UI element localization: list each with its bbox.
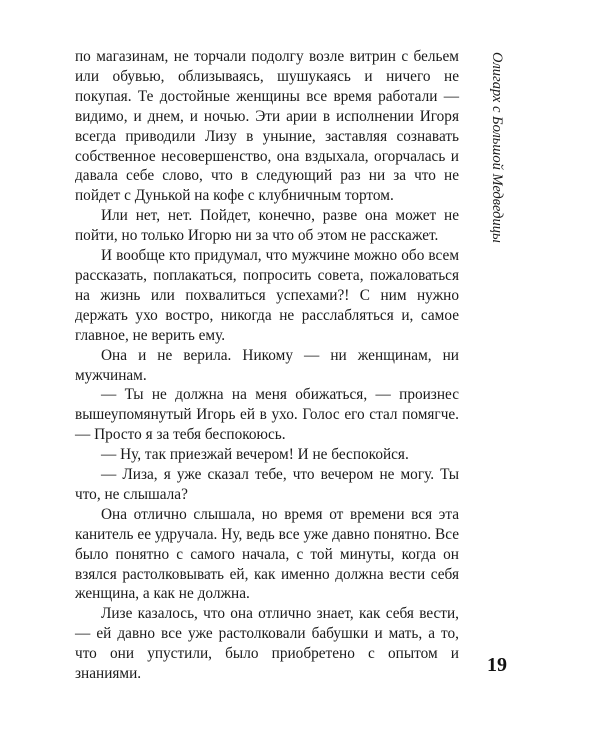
paragraph-9: Лизе казалось, что она отлично знает, как себя вести, — ей давно все уже растолковали бабушки и мать, а то, что они упустили, было приобретено с опытом и знаниями. — [75, 605, 459, 683]
body-text — [75, 47, 459, 684]
running-head: Олигарх с Большой Медведицы — [489, 52, 505, 243]
paragraph-5: — Ты не должна на меня обижаться, — произнес вышеупомянутый Игорь ей в ухо. Голос его стал помягче. — Просто я за тебя беспокоюсь. — [75, 386, 459, 444]
paragraph-7: — Лиза, я уже сказал тебе, что вечером не могу. Ты что, не слышала? — [75, 466, 459, 503]
paragraph-8: Она отлично слышала, но время от времени вся эта канитель ее удручала. Ну, ведь все уже давно понятно. Все было понятно с самого начала, с той минуты, когда он взялся растолковывать ей, как именно должна вести себя женщина, а как не должна. — [75, 505, 459, 603]
page-number: 19 — [487, 654, 507, 676]
paragraph-6: — Ну, так приезжай вечером! И не беспокойся. — [101, 446, 409, 464]
paragraph-2: Или нет, нет. Пойдет, конечно, разве она может не пойти, но только Игорю ни за что об этом не расскажет. — [75, 207, 459, 245]
paragraph-3: И вообще кто придумал, что мужчине можно обо всем рассказать, поплакаться, попросить совета, пожаловаться на жизнь или похвалиться успехами?! С ним нужно держать ухо востро, никогда не расслабляться и, самое главное, не верить ему. — [75, 247, 459, 344]
paragraph-4: Она и не верила. Никому — ни женщинам, ни мужчинам. — [75, 346, 459, 384]
paragraph-1: по магазинам, не торчали подолгу возле витрин с бельем или обувью, облизываясь, шушукаясь и ничего не покупая. Те достойные женщины все время работали — видимо, и днем, и ночью. Эти арии в исполнении Игоря всегда приводили Лизу в уныние, заставляя сознавать собственное несовершенство, она вздыхала, огорчалась и давала себе слово, что в следующий раз ни за что не пойдет с Дунькой на кофе с клубничным тортом. — [75, 48, 459, 205]
